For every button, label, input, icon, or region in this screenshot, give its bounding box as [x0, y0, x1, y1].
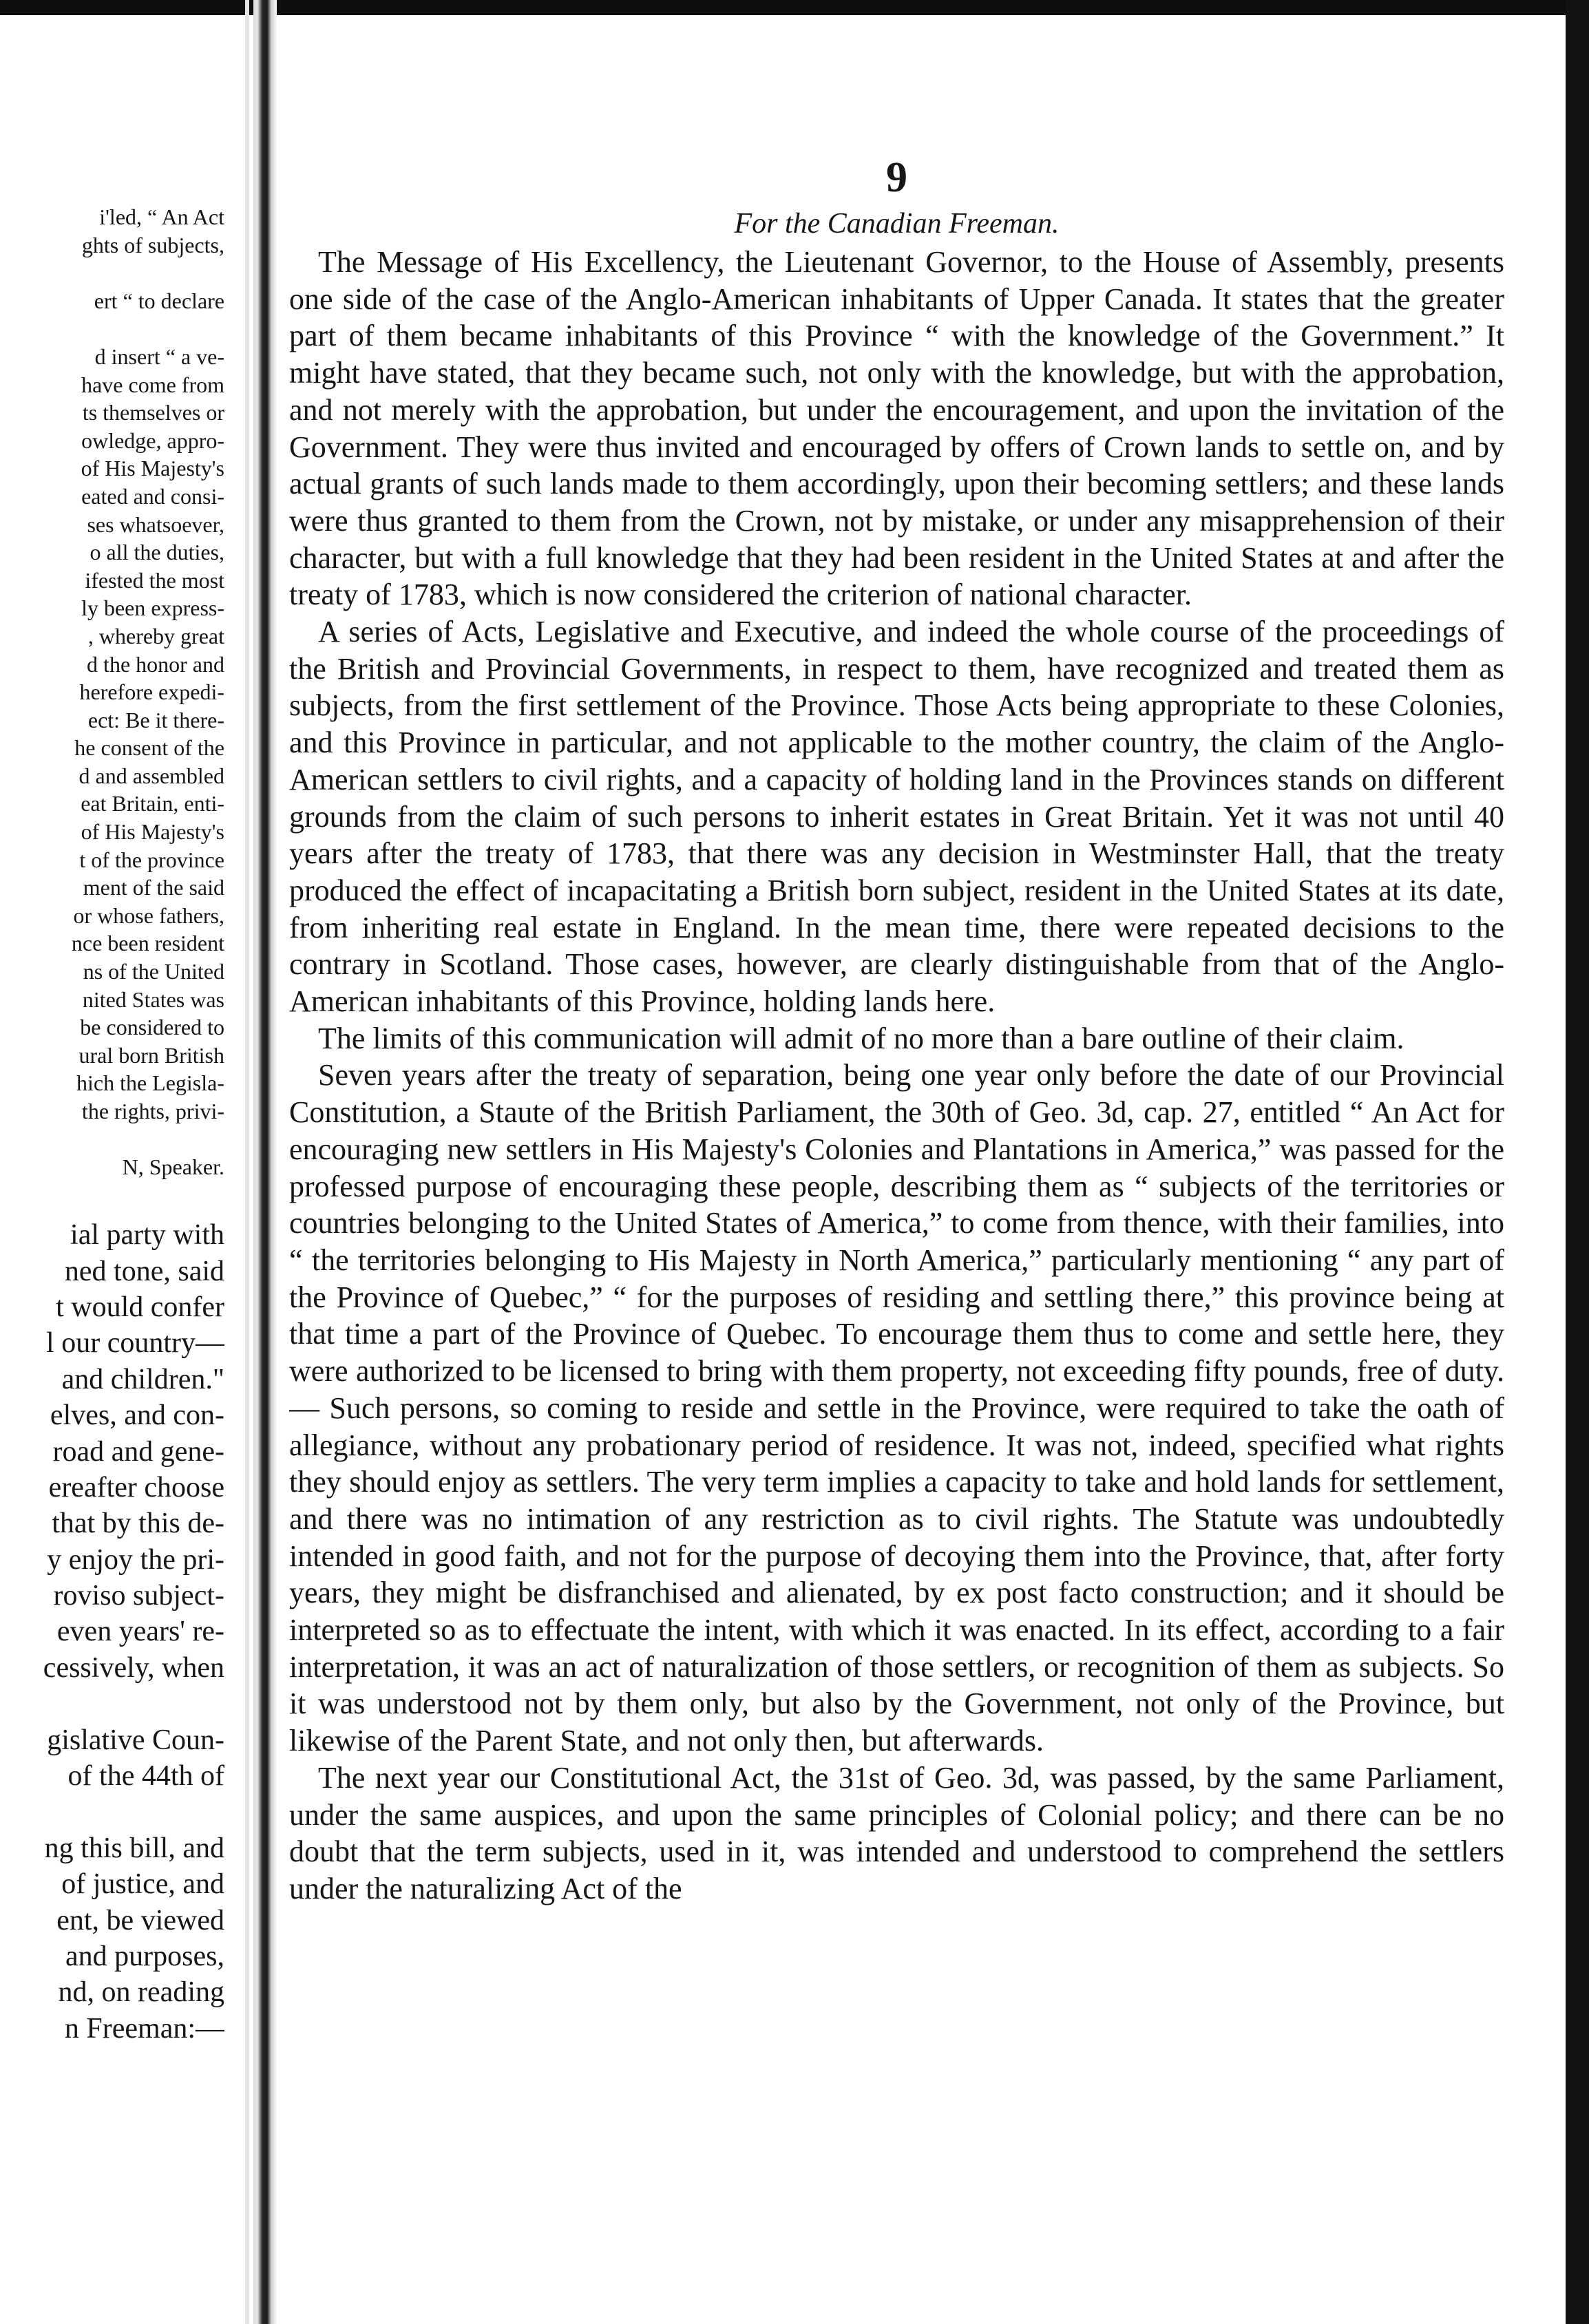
- left-column-line: gislative Coun-: [47, 1724, 224, 1756]
- left-column-line: nited States was: [82, 986, 224, 1012]
- article-byline: For the Canadian Freeman.: [734, 208, 1060, 240]
- left-column-line: ural born British: [78, 1042, 224, 1068]
- left-column-line: that by this de-: [52, 1508, 224, 1540]
- left-column-line: ghts of subjects,: [81, 232, 224, 257]
- left-column-line: [0, 315, 224, 343]
- left-column-line: ng this bill, and: [44, 1832, 224, 1864]
- paragraph-3: The limits of this communication will admit of no more than a bare outline of their claim.: [318, 1021, 1404, 1055]
- main-article: [289, 151, 1504, 2313]
- left-column-line: ereafter choose: [48, 1471, 224, 1503]
- paragraph-4: Seven years after the treaty of separation, being one year only before the date of our Provincial Constitution, a Staute of the British Parliament, the 30th of Geo. 3d, cap. 27, entitled “ An Act for encouraging new settlers in His Majesty's Colonies and Plantations in America,” was passed for the professed purpose of encouraging these people, describing them as “ subjects of the territories or countries belonging to the United States of America,” to come from thence, with their families, into “ the territories belonging to His Majesty in North America,” particularly mentioning “ any part of the Province of Quebec,” “ for the purposes of residing and settling there,” this province being at that time a part of the Province of Quebec. To encourage them thus to come and settle here, they were authorized to be licensed to bring with them property, not exceeding fifty pounds, free of duty.— Such persons, so coming to reside and settle in the Province, were required to take the oath of allegiance, without any probationary period of residence. It was not, indeed, specified what rights they should enjoy as settlers. The very term implies a capacity to take and hold lands for settlement, and there was no intimation of any restriction as to civil rights. The Statute was undoubtedly intended in good faith, and not for the purpose of decoying them into the Province, that, after forty years, they might be disfranchised and alienated, by ex post facto construction; and it should be interpreted so as to effectuate the intent, with which it was enacted. In its effect, according to a fair interpretation, it was an act of naturalization of those settlers, or recognition of them as subjects. So it was understood not by them only, but also by the Government, not only of the Province, but likewise of the Parent State, and not only then, but afterwards.: [289, 1058, 1504, 1758]
- scan-top-border: [0, 0, 1589, 15]
- page-edge-shadow: [245, 0, 249, 2324]
- left-column-line: of the 44th of: [67, 1760, 224, 1793]
- left-column-line: [0, 1794, 224, 1830]
- left-column-line: ns of the United: [83, 959, 224, 984]
- scan-right-border: [1566, 0, 1589, 2324]
- left-column-line: he consent of the: [74, 735, 224, 761]
- left-column-line: and purposes,: [65, 1940, 224, 1972]
- paragraph-5: The next year our Constitutional Act, the 31st of Geo. 3d, was passed, by the same Parliament, under the same auspices, and upon the same principles of Colonial policy; and there can be no doubt that the term subjects, used in it, was intended and understood to comprehend the settlers under the naturalizing Act of the: [289, 1760, 1504, 1905]
- left-column-line: ned tone, said: [64, 1255, 224, 1287]
- left-column-line: ert “ to declare: [94, 288, 224, 313]
- left-column-line: d insert “ a ve-: [94, 344, 224, 369]
- left-column-line: d and assembled: [78, 763, 224, 788]
- left-column-line: hich the Legisla-: [76, 1070, 224, 1096]
- left-column-line: even years' re-: [56, 1616, 224, 1648]
- left-column-line: owledge, appro-: [81, 427, 224, 453]
- left-column-line: o all the duties,: [90, 540, 224, 565]
- left-column-line: ent, be viewed: [56, 1904, 224, 1936]
- left-column-line: be considered to: [80, 1015, 224, 1040]
- left-column-line: i'led, “ An Act: [99, 204, 224, 229]
- left-column-line: the rights, privi-: [81, 1099, 224, 1123]
- left-column-line: n Freeman:—: [64, 2012, 224, 2045]
- left-column-line: ial party with: [70, 1219, 224, 1251]
- left-column-line: t of the province: [79, 847, 224, 872]
- left-column-line: of justice, and: [61, 1868, 224, 1901]
- left-column-line: y enjoy the pri-: [47, 1543, 224, 1576]
- left-column-line: [0, 1181, 224, 1217]
- left-column-line: t would confer: [56, 1291, 224, 1323]
- left-column-line: ses whatsoever,: [87, 511, 224, 537]
- left-column-line: ment of the said: [83, 875, 224, 900]
- left-column-line: nce been resident: [71, 931, 224, 956]
- left-column-line: of His Majesty's: [81, 456, 224, 481]
- left-column-line: roviso subject-: [53, 1580, 224, 1612]
- page-number: 9: [886, 154, 907, 201]
- left-column-line: N, Speaker.: [122, 1154, 224, 1180]
- left-column-line: ifested the most: [85, 567, 224, 593]
- left-column-line: have come from: [81, 372, 224, 397]
- left-column-line: , whereby great: [87, 623, 224, 648]
- left-column-line: [0, 1686, 224, 1722]
- left-column-line: nd, on reading: [58, 1976, 224, 2009]
- left-column-line: of His Majesty's: [81, 819, 224, 845]
- left-column-line: d the honor and: [87, 651, 224, 677]
- left-column-line: ts themselves or: [82, 400, 224, 425]
- left-column-line: [0, 259, 224, 287]
- paragraph-2: A series of Acts, Legislative and Executive, and indeed the whole course of the proceedings of the British and Provincial Governments, in respect to them, have recognized and treated them as subjects, from the first settlement of the Province. Those Acts being appropriate to these Colonies, and this Province in particular, and not applicable to the mother country, the claim of the Anglo-American settlers to civil rights, and a capacity of holding land in the Provinces stands on different grounds from the claim of such persons to inherit estates in Great Britain. Yet it was not until 40 years after the treaty of 1783, that there was any decision in Westminster Hall, that the treaty produced the effect of incapacitating a British born subject, resident in the United States at its date, from inheriting real estate in England. In the mean time, there were repeated decisions to the contrary in Scotland. Those cases, however, are clearly distinguishable from that of the Anglo-American inhabitants of this Province, holding lands here.: [289, 615, 1504, 1019]
- left-column-line: eated and consi-: [81, 483, 224, 509]
- left-column-line: l our country—: [46, 1327, 224, 1360]
- left-column-fragment: [0, 203, 224, 2310]
- left-column-line: ly been express-: [81, 595, 224, 621]
- left-column-line: eat Britain, enti-: [81, 791, 224, 816]
- paragraph-1: The Message of His Excellency, the Lieutenant Governor, to the House of Assembly, presents one side of the case of the Anglo-American inhabitants of Upper Canada. It states that the greater part of them became inhabitants of this Province “ with the knowledge of the Government.” It might have stated, that they became such, not only with the knowledge, but with the approbation, and not merely with the approbation, but under the encouragement, and upon the invitation of the Government. They were thus invited and encouraged by offers of Crown lands to settle on, and by actual grants of such lands made to them accordingly, upon their becoming settlers; and these lands were thus granted to them from the Crown, not by mistake, or under any misapprehension of their character, but with a full knowledge that they had been resident in the United States at and after the treaty of 1783, which is now considered the criterion of national character.: [289, 245, 1504, 612]
- left-column-line: elves, and con-: [50, 1399, 224, 1432]
- left-column-line: or whose fathers,: [73, 902, 224, 928]
- left-column-line: [0, 1126, 224, 1154]
- left-column-line: ect: Be it there-: [87, 707, 224, 732]
- left-column-line: and children.": [61, 1363, 224, 1395]
- left-column-line: road and gene-: [52, 1435, 224, 1468]
- left-column-line: cessively, when: [43, 1651, 224, 1684]
- left-column-line: herefore expedi-: [79, 679, 224, 705]
- column-divider: [253, 0, 277, 2324]
